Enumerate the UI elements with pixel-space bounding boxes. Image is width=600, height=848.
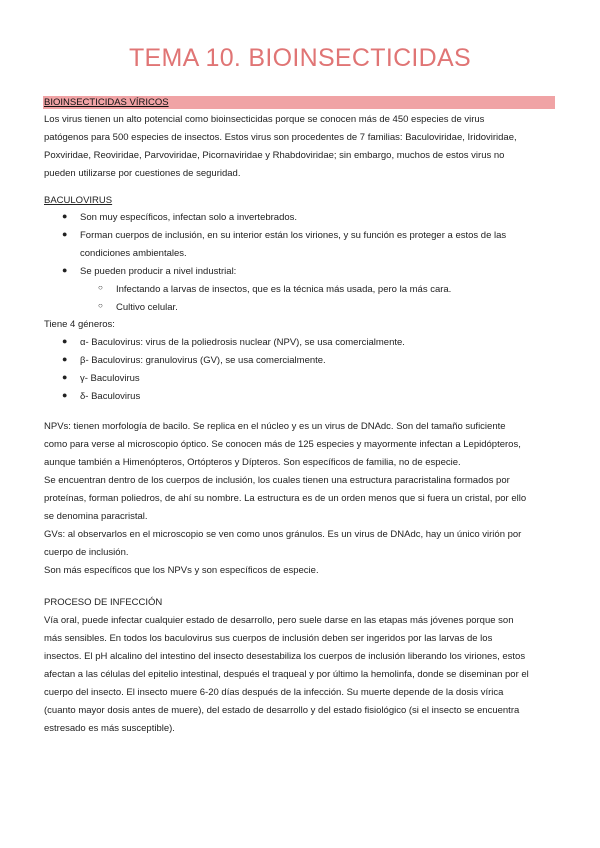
paragraph-line: más sensibles. En todos los baculovirus sus cuerpos de inclusión deben ser ingeridos por las larvas de los (44, 633, 493, 644)
bullet-icon: ● (62, 211, 68, 221)
bullet-item-continuation: condiciones ambientales. (80, 248, 187, 259)
genus-item: γ- Baculovirus (80, 373, 140, 384)
paragraph-line: Se encuentran dentro de los cuerpos de inclusión, los cuales tienen una estructura paracristalina formados por (44, 475, 510, 486)
paragraph-line: proteínas, forman poliedros, de ahí su nombre. La estructura es de un orden menos que si fuera un cristal, por ello (44, 493, 527, 504)
sub-bullet-item: Infectando a larvas de insectos, que es la técnica más usada, pero la más cara. (116, 284, 452, 295)
paragraph-line: pueden utilizarse por cuestiones de seguridad. (44, 168, 241, 179)
paragraph-line: Vía oral, puede infectar cualquier estado de desarrollo, pero suele darse en las etapas más jóvenes porque son (44, 615, 514, 626)
paragraph-line: GVs: al observarlos en el microscopio se ven como unos gránulos. Es un virus de DNAdc, hay un único virión por (44, 529, 522, 540)
paragraph-line: (cuanto mayor dosis antes de muere), del estado de desarrollo y del estado fisiológico (si el insecto se encuentra (44, 705, 520, 716)
paragraph-line: aunque también a Himenópteros, Ortópteros y Dípteros. Son específicos de familia, no de especie. (44, 457, 461, 468)
genus-item: δ- Baculovirus (80, 391, 141, 402)
bullet-item: Son muy específicos, infectan solo a invertebrados. (80, 212, 298, 223)
sub-bullet-icon: ○ (98, 301, 103, 310)
bullet-item: Se pueden producir a nivel industrial: (80, 266, 237, 277)
paragraph-line: Son más específicos que los NPVs y son específicos de especie. (44, 565, 319, 576)
paragraph-line: afectan a las células del epitelio intestinal, después el traqueal y por último la hemolinfa, donde se diseminan por el (44, 669, 529, 680)
page-title: TEMA 10. BIOINSECTICIDAS (128, 44, 471, 72)
section-heading-viral: BIOINSECTICIDAS VÍRICOS (44, 97, 169, 108)
genera-intro: Tiene 4 géneros: (44, 319, 115, 330)
paragraph-line: como para verse al microscopio óptico. Se conocen más de 125 especies y mayormente infectan a Lepidópteros, (44, 439, 521, 450)
bullet-item: Forman cuerpos de inclusión, en su interior están los viriones, y su función es proteger a estos de las (80, 230, 507, 241)
paragraph-line: cuerpo de inclusión. (44, 547, 129, 558)
bullet-icon: ● (62, 372, 68, 382)
bullet-icon: ● (62, 354, 68, 364)
bullet-icon: ● (62, 336, 68, 346)
sub-bullet-item: Cultivo celular. (116, 302, 178, 313)
baculovirus-heading: BACULOVIRUS (44, 195, 113, 206)
paragraph-line: insectos. El pH alcalino del intestino del insecto desestabiliza los cuerpos de inclusión liberando los viriones, estos (44, 651, 526, 662)
sub-bullet-icon: ○ (98, 283, 103, 292)
paragraph-line: NPVs: tienen morfología de bacilo. Se replica en el núcleo y es un virus de DNAdc. Son del tamaño suficiente (44, 421, 506, 432)
paragraph-line: Poxviridae, Reoviridae, Parvoviridae, Picornaviridae y Rhabdoviridae; sin embargo, muchos de estos virus no (44, 150, 505, 161)
bullet-icon: ● (62, 229, 68, 239)
paragraph-line: se denomina paracristal. (44, 511, 148, 522)
bullet-icon: ● (62, 265, 68, 275)
paragraph-line: patógenos para 500 especies de insectos. Estos virus son procedentes de 7 familias: Baculoviridae, Iridoviridae, (44, 132, 517, 143)
infection-heading: PROCESO DE INFECCIÓN (44, 597, 163, 608)
genus-item: α- Baculovirus: virus de la poliedrosis nuclear (NPV), se usa comercialmente. (80, 337, 405, 348)
paragraph-line: Los virus tienen un alto potencial como bioinsecticidas porque se conocen más de 450 especies de virus (44, 114, 485, 125)
section-heading-bar (43, 96, 555, 109)
bullet-icon: ● (62, 390, 68, 400)
paragraph-line: cuerpo del insecto. El insecto muere 6-20 días después de la infección. Su muerte depende de la dosis vírica (44, 687, 504, 698)
paragraph-line: estresado es más susceptible). (44, 723, 175, 734)
genus-item: β- Baculovirus: granulovirus (GV), se usa comercialmente. (80, 355, 326, 366)
